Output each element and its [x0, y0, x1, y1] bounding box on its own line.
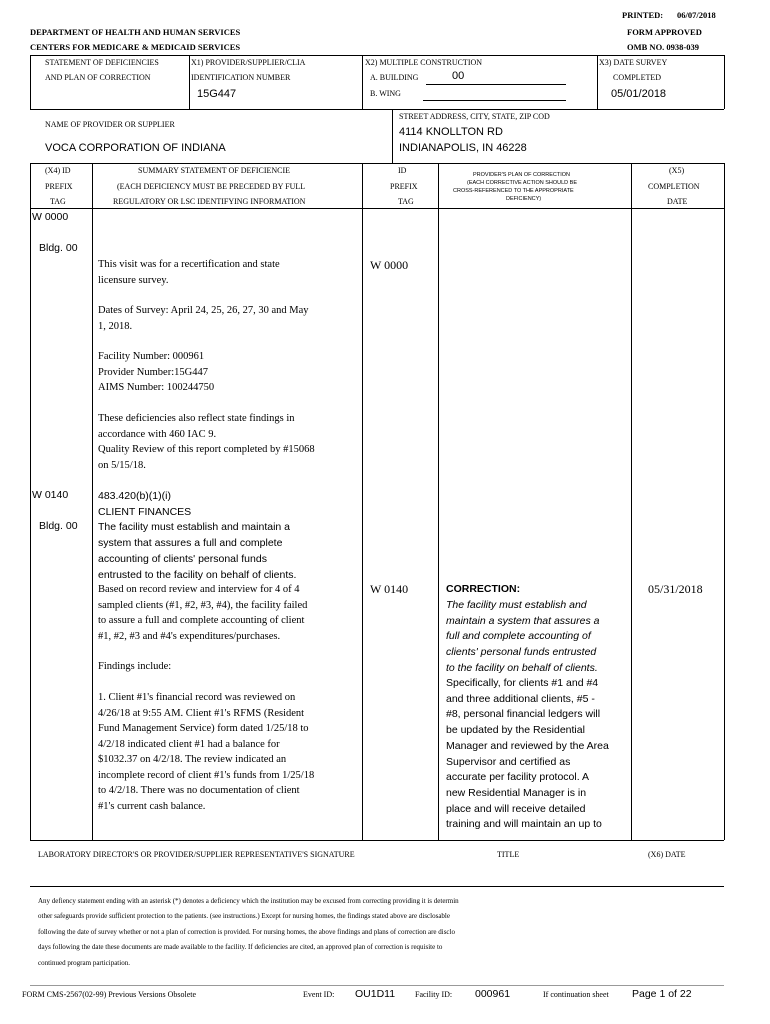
- wing-label: B. WING: [370, 89, 401, 98]
- completion-date: 05/31/2018: [648, 582, 703, 596]
- facility-info-paragraph: [98, 349, 214, 396]
- text-line: 483.420(b)(1)(i): [98, 490, 171, 502]
- provider-id-label: X1) PROVIDER/SUPPLIER/CLIA: [191, 58, 306, 67]
- printed-label: PRINTED:: [622, 10, 664, 20]
- bldg-label-1: Bldg. 00: [39, 242, 78, 254]
- correction-title: CORRECTION:: [446, 583, 521, 595]
- plan-header-l1: PROVIDER'S PLAN OF CORRECTION: [473, 172, 571, 178]
- text-line: Manager and reviewed by the Area: [446, 739, 609, 752]
- text-line: 4/2/18 indicated client #1 had a balance for: [98, 738, 280, 750]
- address-label: STREET ADDRESS, CITY, STATE, ZIP COD: [399, 112, 550, 121]
- correction-details: [446, 676, 609, 833]
- text-line: clients' personal funds entrusted: [446, 646, 597, 659]
- tag-w0000: W 0000: [32, 211, 69, 223]
- text-line: 4/26/18 at 9:55 AM. Client #1's RFMS (Resident: [98, 707, 305, 719]
- id-header-l1: ID: [398, 166, 407, 175]
- text-line: AIMS Number: 100244750: [98, 382, 215, 393]
- text-line: This visit was for a recertification and state: [98, 259, 280, 270]
- centers-name: CENTERS FOR MEDICARE & MEDICAID SERVICES: [30, 42, 241, 52]
- findings-summary-paragraph: [98, 582, 307, 644]
- plan-header-l4: DEFICIENCY): [506, 196, 542, 202]
- id-header-l2: PREFIX: [390, 182, 418, 191]
- client1-finding-paragraph: [98, 690, 314, 814]
- form-approved: FORM APPROVED: [627, 27, 702, 37]
- text-line: and three additional clients, #5 -: [446, 692, 595, 705]
- disclaimer: [38, 894, 459, 971]
- disclaimer-line: following the date of survey whether or not a plan of correction is provided. For nursing homes, the above findings and plans of correction are disclo: [38, 927, 455, 936]
- summary-header-l3: REGULATORY OR LSC IDENTIFYING INFORMATION: [113, 197, 306, 206]
- text-line: The facility must establish and maintain a: [98, 521, 291, 534]
- survey-dates-paragraph: [98, 303, 309, 334]
- x4-header-l3: TAG: [50, 197, 66, 206]
- address-line1: 4114 KNOLLTON RD: [399, 126, 503, 138]
- building-label: A. BUILDING: [370, 73, 419, 82]
- text-line: #1, #2, #3 and #4's expenditures/purchases.: [98, 630, 281, 642]
- address-line2: INDIANAPOLIS, IN 46228: [399, 142, 527, 154]
- text-line: #1's current cash balance.: [98, 800, 206, 812]
- text-line: Based on record review and interview for 4 of 4: [98, 584, 300, 595]
- text-line: licensure survey.: [98, 274, 169, 286]
- statement-line1: STATEMENT OF DEFICIENCIES: [45, 58, 159, 67]
- regulation-text: [98, 489, 296, 583]
- plan-header-l2: (EACH CORRECTIVE ACTION SHOULD BE: [467, 180, 578, 186]
- text-line: Facility Number: 000961: [98, 351, 205, 362]
- text-line: Dates of Survey: April 24, 25, 26, 27, 30 and May: [98, 305, 309, 316]
- facility-id-label: Facility ID:: [415, 990, 453, 999]
- disclaimer-line: other safeguards provide sufficient protection to the patients. (see instructions.) Except for nursing homes, the findings stated above are disclosable: [38, 912, 450, 921]
- text-line: The facility must establish and: [446, 599, 587, 611]
- x6-date-label: (X6) DATE: [648, 850, 686, 859]
- x4-header-l1: (X4) ID: [45, 166, 71, 175]
- text-line: on 5/15/18.: [98, 459, 146, 471]
- text-line: Quality Review of this report completed by #15068: [98, 444, 315, 455]
- provider-name-value: VOCA CORPORATION OF INDIANA: [45, 142, 226, 154]
- id-header-l3: TAG: [398, 197, 414, 206]
- disclaimer-line: Any defiency statement ending with an asterisk (*) denotes a deficiency which the institution may be excused from correcting providing it is determin: [38, 897, 459, 905]
- text-line: maintain a system that assures a: [446, 614, 600, 627]
- date-survey-label: X3) DATE SURVEY: [599, 58, 668, 67]
- plan-header-l3: CROSS-REFERENCED TO THE APPROPRIATE: [453, 188, 574, 194]
- text-line: Findings include:: [98, 661, 172, 672]
- statement-line2: AND PLAN OF CORRECTION: [45, 73, 151, 82]
- page-number: Page 1 of 22: [632, 988, 692, 1000]
- findings-include: [98, 659, 171, 675]
- text-line: 1, 2018.: [98, 320, 133, 332]
- omb-number: OMB NO. 0938-039: [627, 42, 700, 52]
- text-line: sampled clients (#1, #2, #3, #4), the facility failed: [98, 599, 308, 611]
- text-line: accurate per facility protocol. A: [446, 771, 589, 784]
- signature-label: LABORATORY DIRECTOR'S OR PROVIDER/SUPPLIER REPRESENTATIVE'S SIGNATURE: [38, 850, 355, 859]
- multiple-construction-label: X2) MULTIPLE CONSTRUCTION: [365, 58, 483, 67]
- text-line: full and complete accounting of: [446, 630, 591, 643]
- facility-id-value: 000961: [475, 988, 511, 1000]
- title-label: TITLE: [497, 850, 520, 859]
- text-line: Specifically, for clients #1 and #4: [446, 677, 599, 689]
- identification-number-label: IDENTIFICATION NUMBER: [191, 73, 291, 82]
- x5-header-l1: (X5): [669, 166, 685, 175]
- visit-paragraph: [98, 257, 280, 288]
- summary-header-l2: (EACH DEFICIENCY MUST BE PRECEDED BY FULL: [117, 182, 306, 191]
- text-line: These deficiencies also reflect state findings in: [98, 413, 295, 424]
- text-line: system that assures a full and complete: [98, 537, 283, 550]
- text-line: new Residential Manager is in: [446, 786, 587, 799]
- x5-header-l2: COMPLETION: [648, 182, 700, 191]
- form-number: FORM CMS-2567(02-99) Previous Versions Obsolete: [22, 990, 197, 999]
- text-line: $1032.37 on 4/2/18. The review indicated an: [98, 754, 287, 765]
- survey-date-value: 05/01/2018: [611, 88, 667, 100]
- disclaimer-line: days following the date these documents are made available to the facility. If deficiencies are cited, an approved plan of correction is requisite to: [38, 943, 443, 952]
- right-tag-w0000: W 0000: [370, 258, 409, 272]
- summary-header-l1: SUMMARY STATEMENT OF DEFICIENCIE: [138, 166, 291, 175]
- text-line: entrusted to the facility on behalf of clients.: [98, 568, 297, 581]
- event-id-label: Event ID:: [303, 990, 335, 999]
- printed-date: 06/07/2018: [677, 10, 716, 20]
- x5-header-l3: DATE: [667, 197, 688, 206]
- completed-label: COMPLETED: [613, 73, 661, 82]
- department-name: DEPARTMENT OF HEALTH AND HUMAN SERVICES: [30, 27, 241, 37]
- text-line: CLIENT FINANCES: [98, 505, 192, 518]
- text-line: be updated by the Residential: [446, 724, 585, 737]
- tag-w0140: W 0140: [32, 489, 69, 501]
- text-line: #8, personal financial ledgers will: [446, 708, 601, 721]
- text-line: incomplete record of client #1's funds from 1/25/18: [98, 769, 315, 781]
- x4-header-l2: PREFIX: [45, 182, 73, 191]
- text-line: training and will maintain an up to: [446, 818, 602, 831]
- text-line: accordance with 460 IAC 9.: [98, 428, 217, 440]
- disclaimer-line: continued program participation.: [38, 958, 130, 967]
- provider-id-value: 15G447: [197, 88, 237, 100]
- text-line: Fund Management Service) form dated 1/25/18 to: [98, 723, 309, 734]
- text-line: 1. Client #1's financial record was reviewed on: [98, 692, 296, 703]
- text-line: Provider Number:15G447: [98, 366, 208, 378]
- state-findings-paragraph: [98, 411, 315, 473]
- text-line: place and will receive detailed: [446, 802, 586, 815]
- event-id-value: OU1D11: [355, 988, 396, 1000]
- bldg-label-2: Bldg. 00: [39, 520, 78, 532]
- text-line: to 4/2/18. There was no documentation of client: [98, 785, 300, 796]
- text-line: to assure a full and complete accounting of client: [98, 615, 305, 626]
- building-value: 00: [452, 70, 465, 82]
- provider-name-label: NAME OF PROVIDER OR SUPPLIER: [45, 120, 175, 129]
- text-line: accounting of clients' personal funds: [98, 552, 267, 565]
- continuation-label: If continuation sheet: [543, 990, 609, 999]
- correction-text: [446, 598, 600, 677]
- text-line: Supervisor and certified as: [446, 755, 571, 768]
- right-tag-w0140: W 0140: [370, 582, 409, 596]
- text-line: to the facility on behalf of clients.: [446, 661, 598, 674]
